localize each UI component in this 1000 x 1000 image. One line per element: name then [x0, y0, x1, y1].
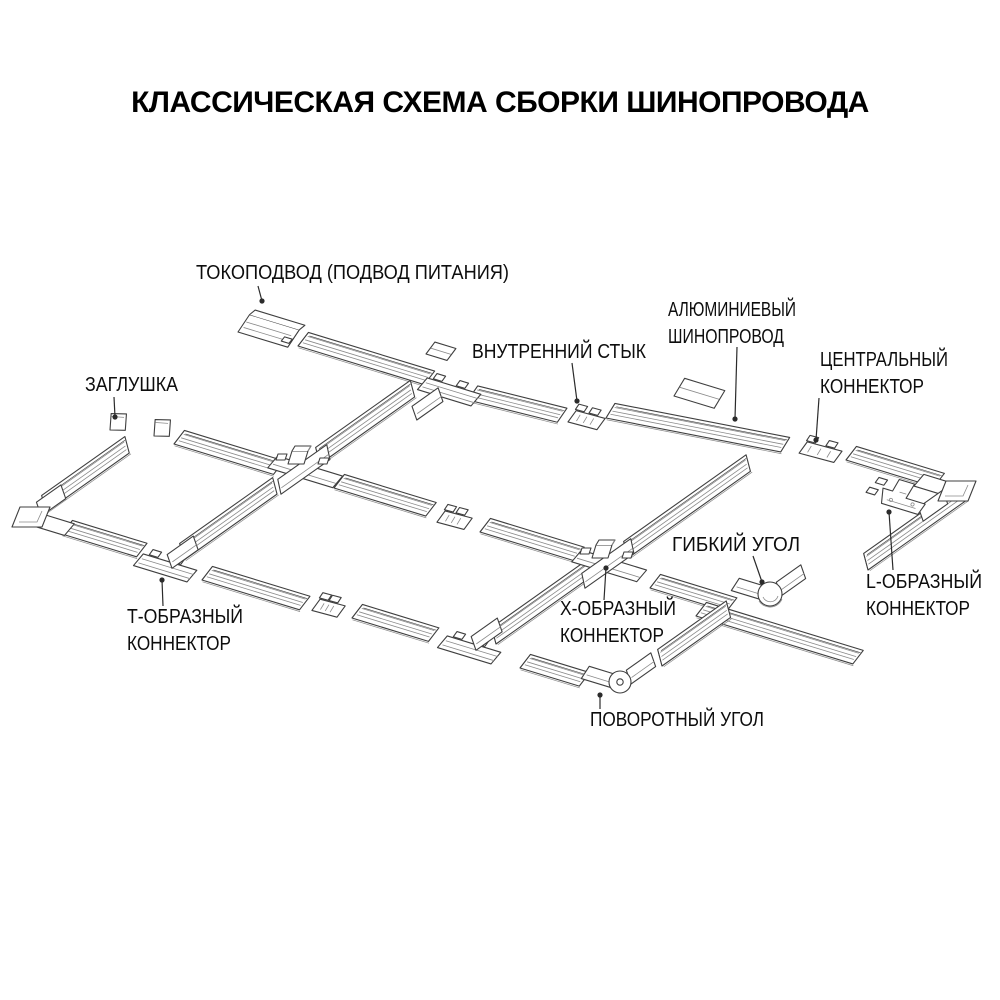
label-swivel-corner	[590, 707, 792, 731]
track-top-3-aluminum	[606, 402, 790, 454]
leader-central-connector	[813, 398, 819, 443]
label-t-connector	[127, 604, 259, 655]
label-line: Х-ОБРАЗНЫЙ	[560, 598, 693, 620]
leader-aluminum-track	[732, 347, 737, 422]
track-top-2	[468, 384, 567, 425]
track-bottom-3	[352, 603, 439, 645]
end-cap-attached	[151, 417, 173, 439]
label-line: КОННЕКТОР	[866, 598, 970, 620]
leader-dot	[159, 577, 164, 582]
track-bottom-1	[62, 519, 147, 560]
central-connector-piece	[799, 434, 844, 464]
leader-dot	[574, 398, 579, 403]
label-central-connector	[820, 347, 974, 398]
label-line: L-ОБРАЗНЫЙ	[866, 571, 997, 593]
power-feed-box	[238, 307, 305, 350]
inner-joint-piece	[568, 403, 607, 431]
track-top-1	[298, 331, 435, 388]
label-line: КОННЕКТОР	[560, 625, 664, 647]
leader-dot	[603, 565, 608, 570]
leader-dot	[112, 414, 117, 419]
exploded-housing-mid-top	[674, 377, 725, 410]
end-cap-floating	[107, 411, 129, 433]
bottom-edge-joint	[312, 591, 347, 618]
label-aluminum-track	[668, 297, 834, 348]
track-mid-1	[174, 429, 284, 478]
swivel-corner-piece	[581, 653, 659, 693]
label-line: КОННЕКТОР	[127, 633, 231, 655]
label-line: ЗАГЛУШКА	[85, 374, 179, 396]
leader-dot	[759, 579, 764, 584]
track-mid-2	[334, 473, 437, 520]
label-line: ВНУТРЕННИЙ СТЫК	[472, 341, 670, 363]
track-mid-3	[480, 517, 585, 564]
exploded-housing-top-left	[426, 341, 456, 362]
leader-flexible-corner	[753, 556, 765, 585]
label-line: КОННЕКТОР	[820, 376, 924, 398]
label-line: ГИБКИЙ УГОЛ	[672, 534, 808, 556]
leader-inner-joint	[572, 363, 580, 404]
leader-t-connector	[159, 577, 164, 606]
track-bottom-4	[520, 653, 590, 690]
label-line: АЛЮМИНИЕВЫЙ	[668, 299, 834, 321]
page-title: КЛАССИЧЕСКАЯ СХЕМА СБОРКИ ШИНОПРОВОДА	[131, 86, 869, 119]
label-line: ТОКОПОДВОД (ПОДВОД ПИТАНИЯ)	[196, 262, 509, 284]
leader-dot	[597, 692, 602, 697]
leader-power-feed	[258, 286, 265, 304]
leader-end-cap	[112, 397, 117, 420]
mid-row-joint	[437, 503, 474, 531]
label-inner-joint	[472, 339, 670, 363]
label-line: ЦЕНТРАЛЬНЫЙ	[820, 349, 974, 371]
label-x-connector	[560, 596, 693, 647]
leader-swivel-corner	[597, 692, 602, 709]
label-line: ПОВОРОТНЫЙ УГОЛ	[590, 709, 792, 731]
label-l-connector	[866, 569, 997, 620]
leader-dot	[259, 298, 264, 303]
label-end-cap	[85, 374, 179, 396]
leader-dot	[813, 437, 818, 442]
label-flexible-corner	[672, 532, 808, 556]
flexible-corner-piece	[731, 565, 809, 607]
leader-dot	[732, 416, 737, 421]
label-line: Т-ОБРАЗНЫЙ	[127, 606, 259, 628]
label-power-feed	[196, 262, 509, 284]
label-line: ШИНОПРОВОД	[668, 326, 785, 348]
leader-dot	[886, 509, 891, 514]
